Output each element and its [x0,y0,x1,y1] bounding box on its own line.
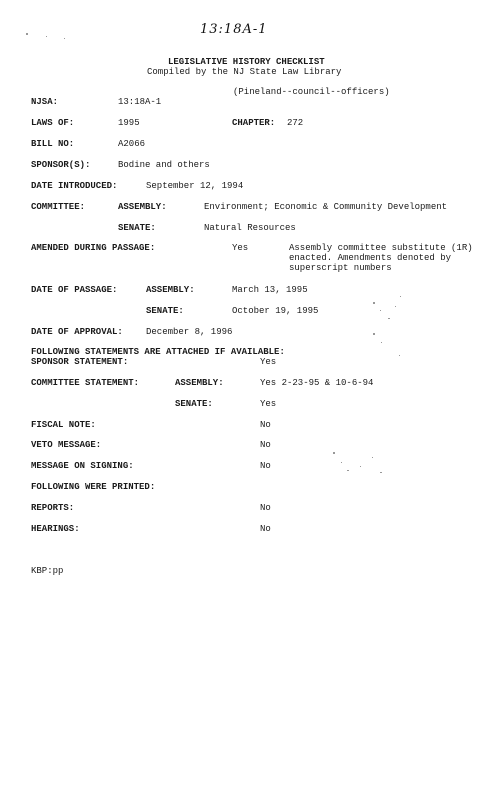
subject-note: (Pineland--council--officers) [233,87,390,97]
committee-statement-senate-value: Yes [260,399,277,409]
document-subtitle: Compiled by the NJ State Law Library [147,67,342,77]
amended-note-line-3: superscript numbers [289,263,392,273]
date-of-passage-label: DATE OF PASSAGE: [31,285,118,295]
committee-assembly-label: ASSEMBLY: [118,202,167,212]
sponsors-label: SPONSOR(S): [31,160,91,170]
message-on-signing-value: No [260,461,271,471]
statements-heading: FOLLOWING STATEMENTS ARE ATTACHED IF AVAILABLE: [31,347,285,357]
laws-of-value: 1995 [118,118,140,128]
bill-no-label: BILL NO: [31,139,75,149]
hearings-label: HEARINGS: [31,524,80,534]
handwritten-file-number: 13:18A-1 [200,22,268,37]
committee-statement-label: COMMITTEE STATEMENT: [31,378,140,388]
typist-initials: KBP:pp [31,566,64,576]
committee-senate-label: SENATE: [118,223,156,233]
committee-statement-senate-label: SENATE: [175,399,213,409]
message-on-signing-label: MESSAGE ON SIGNING: [31,461,134,471]
date-of-approval-label: DATE OF APPROVAL: [31,327,123,337]
date-introduced-value: September 12, 1994 [146,181,244,191]
printed-heading: FOLLOWING WERE PRINTED: [31,482,156,492]
hearings-value: No [260,524,271,534]
passage-senate-label: SENATE: [146,306,184,316]
fiscal-note-value: No [260,420,271,430]
passage-senate-value: October 19, 1995 [232,306,319,316]
sponsor-statement-value: Yes [260,357,277,367]
committee-senate-value: Natural Resources [204,223,296,233]
reports-label: REPORTS: [31,503,75,513]
amended-value: Yes [232,243,249,253]
sponsors-value: Bodine and others [118,160,210,170]
veto-message-value: No [260,440,271,450]
njsa-label: NJSA: [31,97,59,107]
committee-assembly-value: Environment; Economic & Community Development [204,202,448,212]
sponsor-statement-label: SPONSOR STATEMENT: [31,357,129,367]
amended-note-line-2: enacted. Amendments denoted by [289,253,452,263]
passage-assembly-value: March 13, 1995 [232,285,308,295]
date-introduced-label: DATE INTRODUCED: [31,181,118,191]
amended-label: AMENDED DURING PASSAGE: [31,243,156,253]
chapter-value: 272 [287,118,304,128]
committee-label: COMMITTEE: [31,202,86,212]
date-of-approval-value: December 8, 1996 [146,327,233,337]
laws-of-label: LAWS OF: [31,118,75,128]
passage-assembly-label: ASSEMBLY: [146,285,195,295]
fiscal-note-label: FISCAL NOTE: [31,420,96,430]
amended-note-line-1: Assembly committee substitute (1R) [289,243,473,253]
reports-value: No [260,503,271,513]
veto-message-label: VETO MESSAGE: [31,440,102,450]
document-title: LEGISLATIVE HISTORY CHECKLIST [168,57,325,67]
bill-no-value: A2066 [118,139,146,149]
committee-statement-assembly-label: ASSEMBLY: [175,378,224,388]
chapter-label: CHAPTER: [232,118,276,128]
committee-statement-assembly-value: Yes 2-23-95 & 10-6-94 [260,378,374,388]
njsa-value: 13:18A-1 [118,97,162,107]
